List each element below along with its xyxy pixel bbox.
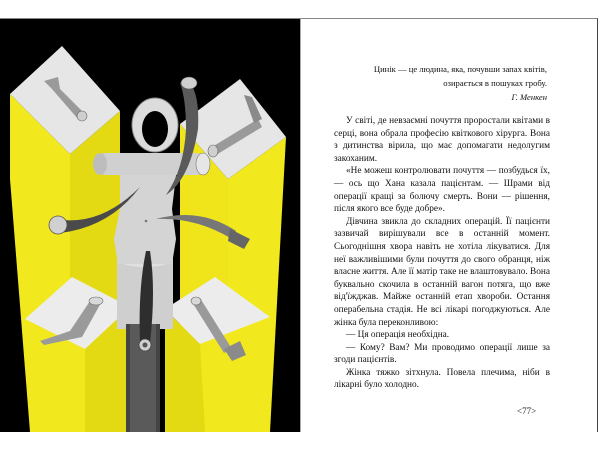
epigraph-author: Г. Менкен [511, 92, 547, 102]
body-text [334, 115, 550, 392]
illustration-page [0, 19, 300, 432]
book-spread [0, 18, 598, 432]
epigraph-line-2: озирається в пошуках гробу. [443, 78, 547, 88]
epigraph [327, 62, 547, 104]
paragraph-4: Жінка тяжко зітхнула. Повела плечима, ніби в лікарні було холодно. [334, 367, 550, 391]
page-number: <77> [517, 406, 537, 416]
paragraph-3: Дівчина звикла до складних операцій. Її пацієнти зазвичай вирішували все в останній момент. Сьогоднішня хвора навіть не хотіла лікуватися. Для неї важливішими були почуття до свого обранця, ніж власне життя. Але її матір таке не влаштовувало. Вона буквально скочила в останній вагон потяга, що вже від'їжджав. Майже останній етап хвороби. Остання операбельна стадія. Не всі лікарі погоджуються. Але жінка була переконливою: [334, 216, 550, 328]
dialogue-line-2: — Кому? Вам? Ми проводимо операції лише за згоди пацієнтів. [334, 342, 550, 366]
dialogue-line-1: — Ця операція необхідна. [346, 330, 450, 341]
text-page [300, 19, 597, 432]
surreal-illustration [0, 19, 300, 432]
paragraph-1: У світі, де невзаємні почуття проростали квітами в серці, вона обрала професію квіткового хірурга. Вона з дитинства вірила, що має допомагати недолугим закоханим. [334, 116, 550, 164]
paragraph-2: «Не можеш контролювати почуття — позбудься їх, — ось що Хана казала пацієнтам. — Шрами від операції кращі за болючу смерть. Вони — рішення, після якого все буде добре». [334, 166, 550, 215]
epigraph-line-1: Цинік — це людина, яка, почувши запах квітів, [373, 64, 547, 74]
